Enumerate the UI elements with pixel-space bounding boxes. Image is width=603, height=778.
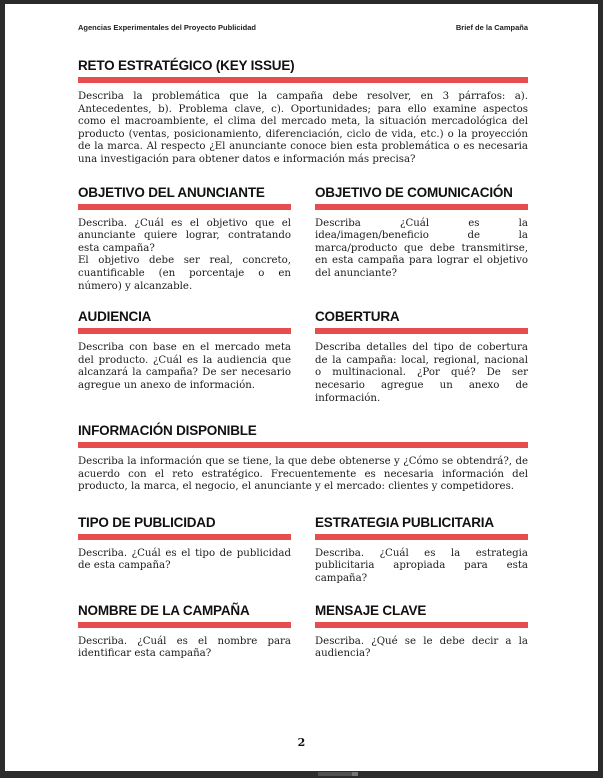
section-title: RETO ESTRATÉGICO (KEY ISSUE) xyxy=(78,58,295,73)
section-title: COBERTURA xyxy=(315,309,400,325)
section-objetivo-comunicacion xyxy=(315,185,528,294)
section-informacion-disponible xyxy=(78,423,528,494)
scrollbar-thumb[interactable] xyxy=(318,772,352,776)
section-row xyxy=(78,603,528,661)
section-rule xyxy=(78,442,528,448)
section-body: Describa. ¿Cuál es el nombre para identificar esta campaña? xyxy=(78,635,291,660)
document-page xyxy=(5,4,598,771)
section-rule xyxy=(315,534,528,540)
section-body: Describa. ¿Qué se le debe decir a la audiencia? xyxy=(315,635,528,660)
section-body: Describa. ¿Cuál es el tipo de publicidad de esta campaña? xyxy=(78,547,291,572)
section-body: Describa detalles del tipo de cobertura de la campaña: local, regional, nacional o multinacional. ¿Por qué? De ser necesario agregue un anexo de información. xyxy=(315,342,528,404)
section-title: NOMBRE DE LA CAMPAÑA xyxy=(78,602,250,618)
page-content xyxy=(5,4,598,661)
scrollbar-thumb-end[interactable] xyxy=(352,772,358,776)
section-body: Describa la problemática que la campaña debe resolver, en 3 párrafos: a). Antecedentes, b). Problema clave, c). Oportunidades; para ello examine aspectos como el macroambiente, el clima del mercado meta, la situación mercadológica del producto (ventas, posicionamiento, diferenciación, ciclo de vida, etc.) o la proyección de la marca. Al respecto ¿El anunciante conoce bien esta problemática o es necesaria una investigación para obtener datos e información más precisa? xyxy=(78,91,528,165)
section-reto-estrategico xyxy=(78,58,528,167)
section-title: TIPO DE PUBLICIDAD xyxy=(78,514,216,530)
section-row xyxy=(78,515,528,586)
header-left-text: Agencias Experimentales del Proyecto Publicidad xyxy=(78,23,256,32)
section-tipo-publicidad xyxy=(78,515,291,586)
section-title: INFORMACIÓN DISPONIBLE xyxy=(78,423,257,439)
section-rule xyxy=(315,622,528,628)
section-nombre-campana xyxy=(78,603,291,661)
section-estrategia-publicitaria xyxy=(315,515,528,586)
section-title: MENSAJE CLAVE xyxy=(315,602,427,618)
section-body: Describa la información que se tiene, la que debe obtenerse y ¿Cómo se obtendrá?, de acuerdo con el reto estratégico. Frecuentemente es necesaria información del producto, la marca, el negocio, el anunciante y el mercado: clientes y competidores. xyxy=(78,456,528,493)
section-rule xyxy=(315,204,528,210)
section-rule xyxy=(315,328,528,334)
section-body: Describa ¿Cuál es la idea/imagen/beneficio de la marca/producto que debe transmitirse, en esta campaña para lograr el objetivo del anunciante? xyxy=(315,217,528,279)
running-header xyxy=(78,23,528,32)
section-audiencia xyxy=(78,309,291,405)
section-objetivo-anunciante xyxy=(78,185,291,294)
section-body: Describa. ¿Cuál es el objetivo que el anunciante quiere lograr, contratando esta campaña? xyxy=(78,217,291,254)
section-title: AUDIENCIA xyxy=(78,309,152,325)
section-title: OBJETIVO DE COMUNICACIÓN xyxy=(315,184,513,200)
section-title: OBJETIVO DEL ANUNCIANTE xyxy=(78,184,265,200)
section-cobertura xyxy=(315,309,528,405)
section-body: Describa con base en el mercado meta del producto. ¿Cuál es la audiencia que alcanzará la campaña? De ser necesario agregue un anexo de información. xyxy=(78,342,291,391)
section-rule xyxy=(78,534,291,540)
section-row xyxy=(78,309,528,405)
section-body: Describa. ¿Cuál es la estrategia publicitaria apropiada para esta campaña? xyxy=(315,547,528,585)
header-right-text: Brief de la Campaña xyxy=(455,23,528,32)
page-number: 2 xyxy=(297,736,306,749)
section-title: ESTRATEGIA PUBLICITARIA xyxy=(315,514,494,530)
section-body-2: El objetivo debe ser real, concreto, cuantificable (en porcentaje o en número) y alcanzable. xyxy=(78,255,291,292)
section-rule xyxy=(78,328,291,334)
section-rule xyxy=(78,204,291,210)
section-rule xyxy=(78,77,528,83)
section-row xyxy=(78,185,528,294)
section-rule xyxy=(78,622,291,628)
section-mensaje-clave xyxy=(315,603,528,661)
